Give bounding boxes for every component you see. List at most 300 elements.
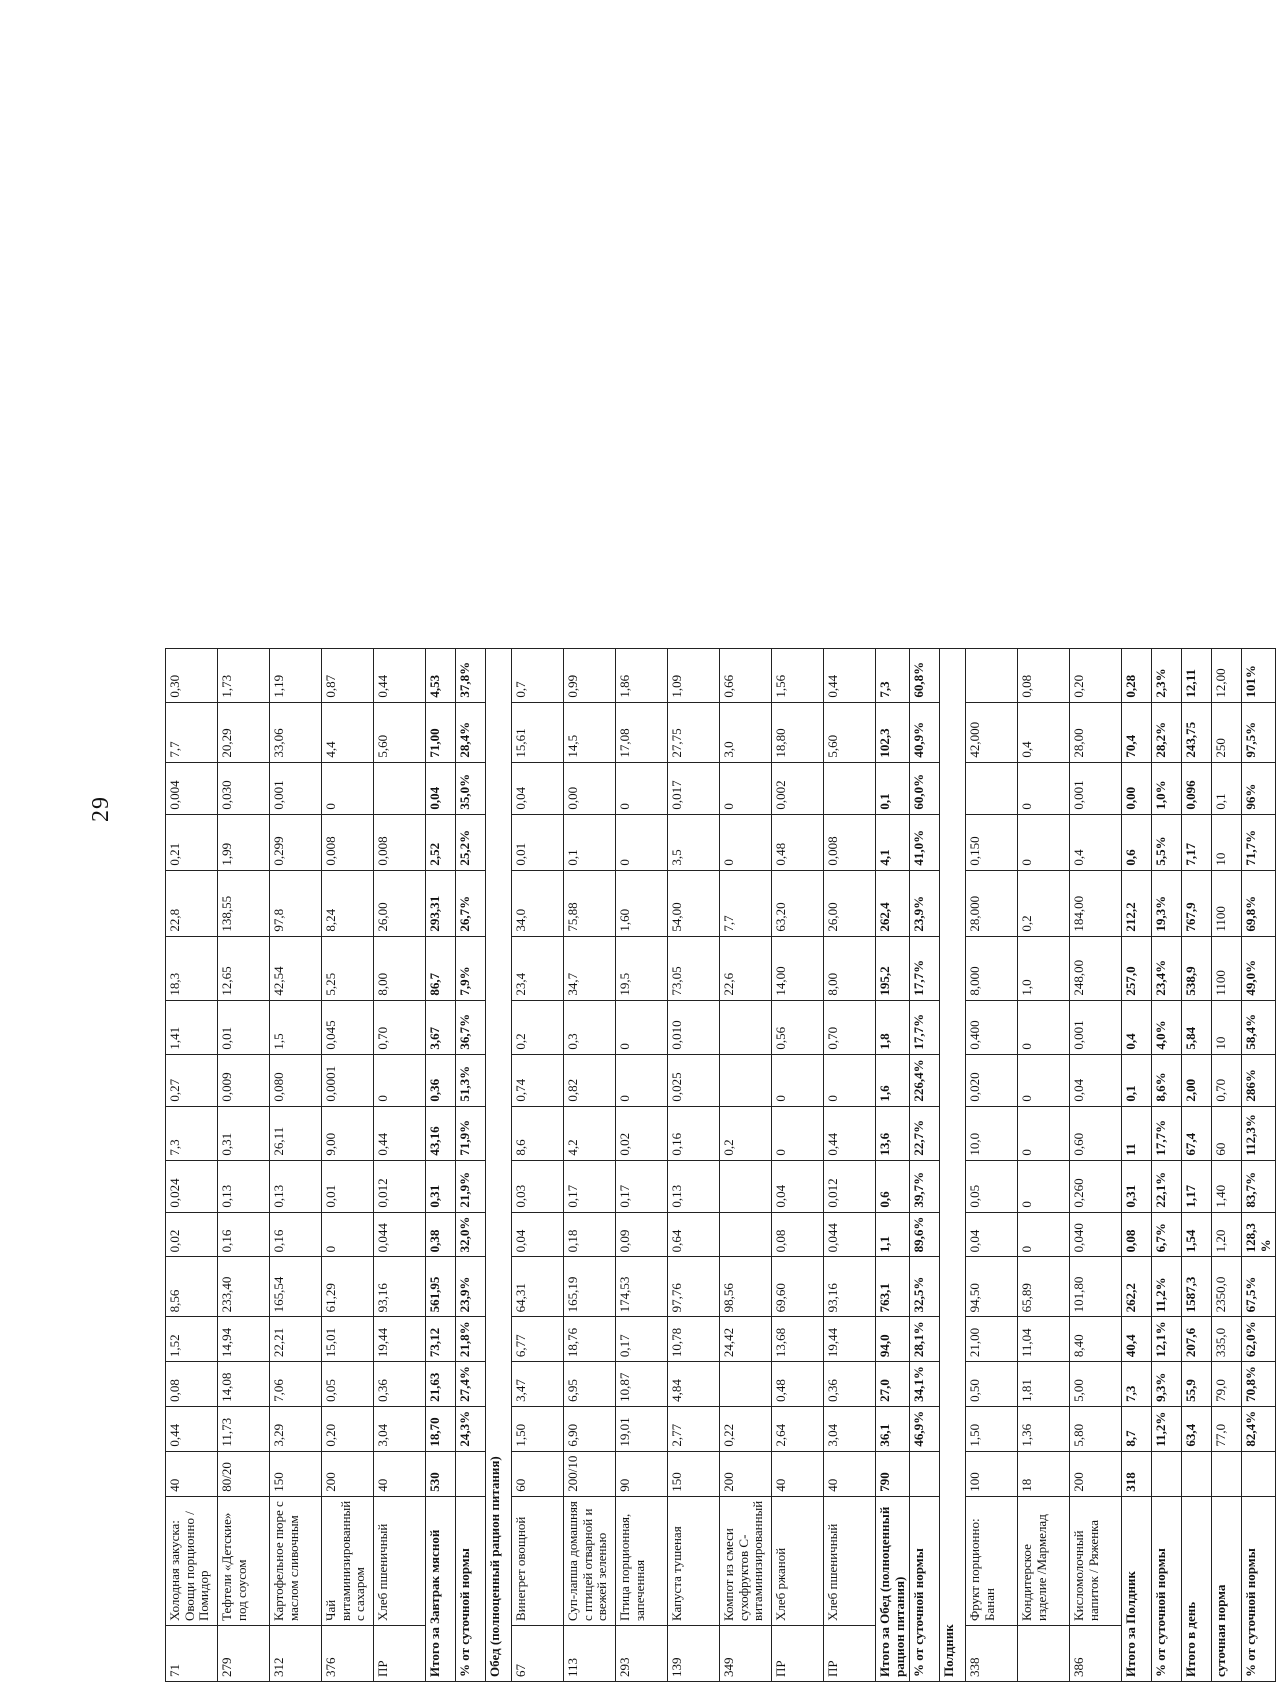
nutrient-value-cell: 60 xyxy=(1212,1106,1242,1160)
nutrient-value-cell: 0,44 xyxy=(166,1406,218,1451)
nutrient-value-cell: 102,3 xyxy=(876,702,910,762)
nutrient-value-cell: 12,65 xyxy=(218,936,270,1000)
nutrient-value-cell: 10 xyxy=(1212,1000,1242,1054)
nutrient-value-cell: 0,17 xyxy=(616,1160,668,1212)
nutrient-value-cell xyxy=(720,1160,772,1212)
nutrient-value-cell: 1,99 xyxy=(218,814,270,870)
nutrient-value-cell xyxy=(720,1212,772,1257)
nutrient-value-cell: 60,8% xyxy=(910,648,940,702)
row-label-cell: Итого за Обед (полноценный рацион питания) xyxy=(876,1496,910,1681)
nutrient-value-cell: 0,096 xyxy=(1182,762,1212,814)
nutrient-value-cell: 26,7% xyxy=(456,870,486,936)
nutrient-value-cell: 1,41 xyxy=(166,1000,218,1054)
nutrient-value-cell: 0,21 xyxy=(166,814,218,870)
nutrient-value-cell: 14,5 xyxy=(564,702,616,762)
nutrient-value-cell: 0,70 xyxy=(824,1000,876,1054)
nutrient-value-cell: 23,9% xyxy=(910,870,940,936)
nutrient-value-cell: 12,1% xyxy=(1152,1317,1182,1362)
nutrient-value-cell: 9,3% xyxy=(1152,1362,1182,1407)
nutrient-value-cell: 335,0 xyxy=(1212,1317,1242,1362)
nutrient-value-cell: 22,6 xyxy=(720,936,772,1000)
nutrient-value-cell: 0,03 xyxy=(512,1160,564,1212)
nutrient-value-cell: 8,00 xyxy=(824,936,876,1000)
nutrient-value-cell: 0,20 xyxy=(322,1406,374,1451)
nutrient-value-cell: 8,40 xyxy=(1070,1317,1122,1362)
nutrient-value-cell: 11,04 xyxy=(1018,1317,1070,1362)
nutrient-value-cell: 1,86 xyxy=(616,648,668,702)
nutrient-value-cell: 34,0 xyxy=(512,870,564,936)
nutrient-value-cell: 11,73 xyxy=(218,1406,270,1451)
nutrient-value-cell: 86,7 xyxy=(426,936,456,1000)
nutrient-value-cell: 43,16 xyxy=(426,1106,456,1160)
nutrient-value-cell: 79,0 xyxy=(1212,1362,1242,1407)
nutrient-value-cell: 0,2 xyxy=(1018,870,1070,936)
nutrient-value-cell: 0,044 xyxy=(374,1212,426,1257)
nutrient-value-cell: 9,00 xyxy=(322,1106,374,1160)
nutrient-value-cell: 0,31 xyxy=(426,1160,456,1212)
nutrient-value-cell: 1,60 xyxy=(616,870,668,936)
nutrient-value-cell: 10,0 xyxy=(966,1106,1018,1160)
table-row xyxy=(166,648,218,1681)
nutrient-value-cell: 4,1 xyxy=(876,814,910,870)
nutrient-value-cell: 0,13 xyxy=(218,1160,270,1212)
dish-name-cell: Птица порционная, запеченная xyxy=(616,1496,668,1625)
nutrient-value-cell: 1,54 xyxy=(1182,1212,1212,1257)
nutrient-value-cell: 226,4% xyxy=(910,1054,940,1106)
weight-cell xyxy=(456,1451,486,1496)
nutrient-value-cell: 10,78 xyxy=(668,1317,720,1362)
nutrient-value-cell: 23,9% xyxy=(456,1257,486,1317)
nutrient-value-cell: 19,44 xyxy=(374,1317,426,1362)
nutrient-value-cell: 6,95 xyxy=(564,1362,616,1407)
nutrient-value-cell: 243,75 xyxy=(1182,702,1212,762)
recipe-code-cell: 293 xyxy=(616,1626,668,1682)
nutrient-value-cell: 0,50 xyxy=(966,1362,1018,1407)
row-label-cell: Итого в день xyxy=(1182,1496,1212,1681)
table-row xyxy=(910,648,940,1681)
weight-cell: 18 xyxy=(1018,1451,1070,1496)
nutrient-value-cell: 248,00 xyxy=(1070,936,1122,1000)
nutrient-value-cell xyxy=(720,1362,772,1407)
nutrient-value-cell: 28,1% xyxy=(910,1317,940,1362)
section-title: Обед (полноценный рацион питания) xyxy=(486,648,512,1681)
nutrient-value-cell: 0,1 xyxy=(1122,1054,1152,1106)
nutrient-value-cell: 0,09 xyxy=(616,1212,668,1257)
nutrient-value-cell: 49,0% xyxy=(1242,936,1276,1000)
recipe-code-cell: 312 xyxy=(270,1626,322,1682)
dish-name-cell: Кондитерское изделие /Мармелад xyxy=(1018,1496,1070,1625)
nutrient-value-cell: 0,2 xyxy=(720,1106,772,1160)
nutrient-value-cell: 25,2% xyxy=(456,814,486,870)
nutrient-value-cell: 11 xyxy=(1122,1106,1152,1160)
nutrient-value-cell: 0,002 xyxy=(772,762,824,814)
nutrient-value-cell: 0,012 xyxy=(374,1160,426,1212)
nutrient-value-cell: 233,40 xyxy=(218,1257,270,1317)
nutrient-value-cell: 1,0% xyxy=(1152,762,1182,814)
nutrient-value-cell: 0,05 xyxy=(322,1362,374,1407)
nutrient-value-cell: 11,2% xyxy=(1152,1257,1182,1317)
nutrient-value-cell: 0,150 xyxy=(966,814,1018,870)
nutrient-value-cell: 5,00 xyxy=(1070,1362,1122,1407)
nutrient-value-cell: 26,11 xyxy=(270,1106,322,1160)
dish-name-cell: Капуста тушеная xyxy=(668,1496,720,1625)
nutrient-value-cell: 286% xyxy=(1242,1054,1276,1106)
nutrient-value-cell: 0,260 xyxy=(1070,1160,1122,1212)
nutrient-value-cell: 0,4 xyxy=(1122,1000,1152,1054)
nutrient-value-cell: 70,4 xyxy=(1122,702,1152,762)
table-row xyxy=(668,648,720,1681)
nutrient-value-cell: 0 xyxy=(616,1000,668,1054)
dish-name-cell: Фрукт порционно: Банан xyxy=(966,1496,1018,1625)
nutrient-value-cell: 207,6 xyxy=(1182,1317,1212,1362)
table-row xyxy=(1152,648,1182,1681)
nutrient-value-cell: 0 xyxy=(616,814,668,870)
nutrient-value-cell: 21,8% xyxy=(456,1317,486,1362)
nutrient-value-cell: 0,48 xyxy=(772,814,824,870)
nutrient-value-cell: 101,80 xyxy=(1070,1257,1122,1317)
nutrient-value-cell: 0,08 xyxy=(1018,648,1070,702)
nutrient-value-cell: 23,4 xyxy=(512,936,564,1000)
nutrient-value-cell: 2,00 xyxy=(1182,1054,1212,1106)
nutrient-value-cell: 0,4 xyxy=(1018,702,1070,762)
nutrient-value-cell: 3,47 xyxy=(512,1362,564,1407)
nutrient-value-cell: 28,000 xyxy=(966,870,1018,936)
row-label-cell: суточная норма xyxy=(1212,1496,1242,1681)
nutrient-value-cell: 10,87 xyxy=(616,1362,668,1407)
nutrient-value-cell: 24,3% xyxy=(456,1406,486,1451)
nutrient-value-cell: 8,7 xyxy=(1122,1406,1152,1451)
nutrient-value-cell: 0,02 xyxy=(166,1212,218,1257)
nutrient-value-cell: 5,25 xyxy=(322,936,374,1000)
nutrient-value-cell: 0 xyxy=(1018,1212,1070,1257)
nutrient-value-cell: 0,6 xyxy=(876,1160,910,1212)
nutrient-value-cell: 0,56 xyxy=(772,1000,824,1054)
nutrient-value-cell: 0,70 xyxy=(374,1000,426,1054)
nutrient-value-cell: 7,3 xyxy=(1122,1362,1152,1407)
nutrient-value-cell: 0,16 xyxy=(218,1212,270,1257)
nutrient-value-cell: 0 xyxy=(1018,1106,1070,1160)
table-row xyxy=(1212,648,1242,1681)
nutrient-value-cell: 67,5% xyxy=(1242,1257,1276,1317)
dish-name-cell: Хлеб пшеничный xyxy=(374,1496,426,1625)
table-row xyxy=(616,648,668,1681)
nutrient-value-cell: 3,5 xyxy=(668,814,720,870)
nutrient-value-cell: 767,9 xyxy=(1182,870,1212,936)
weight-cell: 40 xyxy=(824,1451,876,1496)
nutrient-value-cell: 0 xyxy=(616,762,668,814)
weight-cell: 790 xyxy=(876,1451,910,1496)
nutrient-value-cell: 0,04 xyxy=(512,762,564,814)
table-row xyxy=(218,648,270,1681)
weight-cell: 100 xyxy=(966,1451,1018,1496)
nutrient-value-cell: 0,08 xyxy=(1122,1212,1152,1257)
nutrient-value-cell: 0,13 xyxy=(668,1160,720,1212)
nutrient-value-cell xyxy=(824,762,876,814)
table-row xyxy=(1242,648,1276,1681)
nutrient-value-cell: 82,4% xyxy=(1242,1406,1276,1451)
nutrient-value-cell: 12,00 xyxy=(1212,648,1242,702)
row-label-cell: % от суточной нормы xyxy=(456,1496,486,1681)
nutrient-value-cell: 0,020 xyxy=(966,1054,1018,1106)
nutrient-value-cell: 22,1% xyxy=(1152,1160,1182,1212)
row-label-cell: Итого за Завтрак мясной xyxy=(426,1496,456,1681)
nutrient-value-cell: 262,2 xyxy=(1122,1257,1152,1317)
nutrient-value-cell: 32,0% xyxy=(456,1212,486,1257)
nutrient-value-cell: 0,012 xyxy=(824,1160,876,1212)
nutrient-value-cell: 1,6 xyxy=(876,1054,910,1106)
weight-cell: 60 xyxy=(512,1451,564,1496)
weight-cell: 80/20 xyxy=(218,1451,270,1496)
nutrient-value-cell: 67,4 xyxy=(1182,1106,1212,1160)
nutrient-value-cell: 89,6% xyxy=(910,1212,940,1257)
nutrient-value-cell: 1,50 xyxy=(966,1406,1018,1451)
nutrient-value-cell: 0 xyxy=(322,762,374,814)
nutrient-value-cell: 14,94 xyxy=(218,1317,270,1362)
nutrient-value-cell: 0,080 xyxy=(270,1054,322,1106)
dish-name-cell: Винегрет овощной xyxy=(512,1496,564,1625)
nutrient-value-cell: 0,13 xyxy=(270,1160,322,1212)
nutrient-value-cell: 0,009 xyxy=(218,1054,270,1106)
nutrient-value-cell: 112,3% xyxy=(1242,1106,1276,1160)
nutrient-value-cell: 94,0 xyxy=(876,1317,910,1362)
nutrient-value-cell xyxy=(720,1000,772,1054)
nutrient-value-cell: 60,0% xyxy=(910,762,940,814)
nutrient-value-cell: 55,9 xyxy=(1182,1362,1212,1407)
table-row xyxy=(374,648,426,1681)
weight-cell: 200 xyxy=(322,1451,374,1496)
weight-cell: 318 xyxy=(1122,1451,1152,1496)
nutrient-value-cell: 17,7% xyxy=(910,1000,940,1054)
nutrient-value-cell: 2350,0 xyxy=(1212,1257,1242,1317)
nutrient-value-cell: 0,001 xyxy=(1070,1000,1122,1054)
nutrient-value-cell: 1,20 xyxy=(1212,1212,1242,1257)
nutrient-value-cell: 1,50 xyxy=(512,1406,564,1451)
nutrient-value-cell: 0,008 xyxy=(824,814,876,870)
nutrient-value-cell: 22,7% xyxy=(910,1106,940,1160)
nutrient-value-cell: 19,5 xyxy=(616,936,668,1000)
nutrient-value-cell: 42,000 xyxy=(966,702,1018,762)
nutrient-value-cell: 0,87 xyxy=(322,648,374,702)
nutrient-value-cell: 58,4% xyxy=(1242,1000,1276,1054)
nutrient-value-cell: 17,08 xyxy=(616,702,668,762)
nutrient-value-cell: 0,08 xyxy=(772,1212,824,1257)
nutrient-value-cell: 0,66 xyxy=(720,648,772,702)
nutrient-value-cell: 0,17 xyxy=(564,1160,616,1212)
weight-cell xyxy=(910,1451,940,1496)
nutrient-value-cell: 26,00 xyxy=(824,870,876,936)
nutrient-value-cell: 0,31 xyxy=(218,1106,270,1160)
nutrient-value-cell: 34,7 xyxy=(564,936,616,1000)
nutrient-value-cell: 14,00 xyxy=(772,936,824,1000)
nutrient-value-cell: 17,7% xyxy=(910,936,940,1000)
nutrient-value-cell: 0,4 xyxy=(1070,814,1122,870)
dish-name-cell: Хлеб пшеничный xyxy=(824,1496,876,1625)
nutrient-value-cell: 8,00 xyxy=(374,936,426,1000)
nutrient-value-cell: 165,19 xyxy=(564,1257,616,1317)
nutrient-value-cell: 0,36 xyxy=(426,1054,456,1106)
nutrient-value-cell: 54,00 xyxy=(668,870,720,936)
nutrient-value-cell: 17,7% xyxy=(1152,1106,1182,1160)
table-row xyxy=(720,648,772,1681)
recipe-code-cell: ПР xyxy=(824,1626,876,1682)
row-label-cell: % от суточной нормы xyxy=(1152,1496,1182,1681)
nutrient-value-cell xyxy=(720,1054,772,1106)
table-row xyxy=(824,648,876,1681)
nutrient-value-cell: 1,1 xyxy=(876,1212,910,1257)
nutrient-value-cell: 0,44 xyxy=(374,648,426,702)
nutrient-value-cell: 4,4 xyxy=(322,702,374,762)
nutrient-value-cell: 61,29 xyxy=(322,1257,374,1317)
section-row xyxy=(486,648,512,1681)
nutrient-value-cell: 0 xyxy=(720,814,772,870)
nutrient-value-cell: 10 xyxy=(1212,814,1242,870)
nutrient-value-cell: 0,004 xyxy=(166,762,218,814)
nutrient-value-cell: 0,01 xyxy=(218,1000,270,1054)
nutrient-value-cell: 7,7 xyxy=(720,870,772,936)
dish-name-cell: Кисломолочный напиток / Ряженка xyxy=(1070,1496,1122,1625)
dish-name-cell: Чай витаминизированный с сахаром xyxy=(322,1496,374,1625)
nutrient-value-cell: 0 xyxy=(1018,1000,1070,1054)
nutrient-value-cell: 7,17 xyxy=(1182,814,1212,870)
nutrient-value-cell: 0,22 xyxy=(720,1406,772,1451)
nutrient-value-cell: 0,1 xyxy=(564,814,616,870)
nutrient-value-cell: 1,73 xyxy=(218,648,270,702)
nutrient-value-cell: 71,7% xyxy=(1242,814,1276,870)
nutrient-value-cell: 98,56 xyxy=(720,1257,772,1317)
nutrient-value-cell: 0,44 xyxy=(824,648,876,702)
nutrient-value-cell: 7,9% xyxy=(456,936,486,1000)
nutrient-value-cell: 63,4 xyxy=(1182,1406,1212,1451)
nutrient-value-cell: 0,1 xyxy=(876,762,910,814)
weight-cell: 150 xyxy=(668,1451,720,1496)
nutrient-value-cell: 1,17 xyxy=(1182,1160,1212,1212)
table-row xyxy=(564,648,616,1681)
nutrient-value-cell: 26,00 xyxy=(374,870,426,936)
nutrient-value-cell: 0,48 xyxy=(772,1362,824,1407)
section-title: Полдник xyxy=(940,648,966,1681)
nutrient-value-cell: 27,0 xyxy=(876,1362,910,1407)
section-row xyxy=(940,648,966,1681)
weight-cell xyxy=(1212,1451,1242,1496)
nutrient-value-cell: 7,3 xyxy=(876,648,910,702)
nutrient-value-cell: 0,17 xyxy=(616,1317,668,1362)
nutrient-value-cell: 0,04 xyxy=(966,1212,1018,1257)
nutrient-value-cell: 69,8% xyxy=(1242,870,1276,936)
nutrient-value-cell: 1,36 xyxy=(1018,1406,1070,1451)
nutrient-value-cell: 46,9% xyxy=(910,1406,940,1451)
nutrient-value-cell: 73,05 xyxy=(668,936,720,1000)
nutrient-value-cell: 0,299 xyxy=(270,814,322,870)
nutrient-value-cell: 15,61 xyxy=(512,702,564,762)
weight-cell: 150 xyxy=(270,1451,322,1496)
nutrient-value-cell: 1,56 xyxy=(772,648,824,702)
nutrient-value-cell: 27,4% xyxy=(456,1362,486,1407)
row-label-cell: % от суточной нормы xyxy=(910,1496,940,1681)
dish-name-cell: Хлеб ржаной xyxy=(772,1496,824,1625)
nutrient-value-cell: 0,025 xyxy=(668,1054,720,1106)
nutrient-value-cell: 0,44 xyxy=(374,1106,426,1160)
nutrient-value-cell: 1100 xyxy=(1212,870,1242,936)
nutrient-value-cell: 250 xyxy=(1212,702,1242,762)
nutrient-value-cell: 0,6 xyxy=(1122,814,1152,870)
nutrient-value-cell: 34,1% xyxy=(910,1362,940,1407)
nutrient-value-cell: 18,70 xyxy=(426,1406,456,1451)
nutrient-value-cell: 41,0% xyxy=(910,814,940,870)
nutrient-value-cell: 2,77 xyxy=(668,1406,720,1451)
nutrient-value-cell: 0,60 xyxy=(1070,1106,1122,1160)
nutrient-value-cell: 0,20 xyxy=(1070,648,1122,702)
nutrient-value-cell: 97,8 xyxy=(270,870,322,936)
nutrient-value-cell: 73,12 xyxy=(426,1317,456,1362)
dish-name-cell: Холодная закуска: Овощи порционно / Помидор xyxy=(166,1496,218,1625)
nutrient-value-cell: 0,0001 xyxy=(322,1054,374,1106)
weight-cell: 90 xyxy=(616,1451,668,1496)
nutrient-value-cell: 0 xyxy=(772,1054,824,1106)
nutrient-value-cell: 0,28 xyxy=(1122,648,1152,702)
weight-cell: 200 xyxy=(1070,1451,1122,1496)
nutrition-table xyxy=(165,648,1276,1682)
nutrient-value-cell: 6,90 xyxy=(564,1406,616,1451)
nutrient-value-cell: 0,99 xyxy=(564,648,616,702)
recipe-code-cell: 67 xyxy=(512,1626,564,1682)
nutrient-value-cell: 96% xyxy=(1242,762,1276,814)
table-row xyxy=(1070,648,1122,1681)
weight-cell: 40 xyxy=(374,1451,426,1496)
table-row xyxy=(1182,648,1212,1681)
nutrient-value-cell: 0,3 xyxy=(564,1000,616,1054)
nutrient-value-cell: 21,00 xyxy=(966,1317,1018,1362)
table-row xyxy=(270,648,322,1681)
table-row xyxy=(1018,648,1070,1681)
nutrient-value-cell: 14,08 xyxy=(218,1362,270,1407)
nutrient-value-cell: 64,31 xyxy=(512,1257,564,1317)
recipe-code-cell: 338 xyxy=(966,1626,1018,1682)
nutrient-value-cell: 8,24 xyxy=(322,870,374,936)
nutrient-value-cell: 1,8 xyxy=(876,1000,910,1054)
nutrient-value-cell: 19,44 xyxy=(824,1317,876,1362)
nutrient-value-cell: 21,63 xyxy=(426,1362,456,1407)
nutrient-value-cell: 0,27 xyxy=(166,1054,218,1106)
nutrient-value-cell: 0 xyxy=(1018,1160,1070,1212)
nutrient-value-cell: 561,95 xyxy=(426,1257,456,1317)
nutrient-value-cell: 51,3% xyxy=(456,1054,486,1106)
nutrient-value-cell: 4,84 xyxy=(668,1362,720,1407)
nutrient-value-cell: 0,36 xyxy=(374,1362,426,1407)
nutrient-value-cell: 212,2 xyxy=(1122,870,1152,936)
nutrient-value-cell: 75,88 xyxy=(564,870,616,936)
nutrient-value-cell: 1100 xyxy=(1212,936,1242,1000)
nutrient-value-cell: 97,5% xyxy=(1242,702,1276,762)
nutrient-value-cell: 7,06 xyxy=(270,1362,322,1407)
nutrient-value-cell: 4,0% xyxy=(1152,1000,1182,1054)
nutrient-value-cell: 13,68 xyxy=(772,1317,824,1362)
nutrient-value-cell: 763,1 xyxy=(876,1257,910,1317)
weight-cell: 200 xyxy=(720,1451,772,1496)
nutrient-value-cell: 0 xyxy=(720,762,772,814)
nutrient-value-cell: 0 xyxy=(772,1106,824,1160)
nutrient-value-cell: 1,19 xyxy=(270,648,322,702)
nutrient-value-cell: 3,04 xyxy=(824,1406,876,1451)
nutrient-value-cell: 0,008 xyxy=(322,814,374,870)
nutrient-value-cell: 0,30 xyxy=(166,648,218,702)
nutrient-value-cell: 71,00 xyxy=(426,702,456,762)
nutrient-value-cell: 0,64 xyxy=(668,1212,720,1257)
nutrient-value-cell: 7,7 xyxy=(166,702,218,762)
nutrient-value-cell: 0,024 xyxy=(166,1160,218,1212)
nutrient-value-cell: 0,2 xyxy=(512,1000,564,1054)
nutrient-value-cell: 15,01 xyxy=(322,1317,374,1362)
nutrient-value-cell: 5,60 xyxy=(824,702,876,762)
